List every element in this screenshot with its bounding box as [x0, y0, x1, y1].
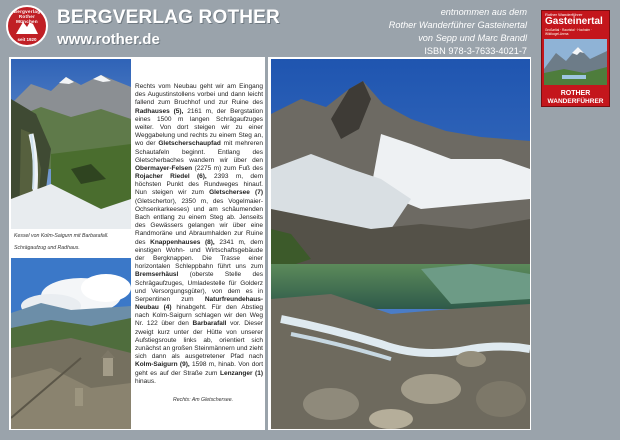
text-segment: vor. Dieser zweigt kurz unter der Hütte von unserer Aufstiegsroute links ab, orientiert sich zunächst an großen Steinmännern und zieht sich dann als ausgetretener Pfad nach [135, 320, 263, 361]
cover-title: Gasteinertal [545, 16, 603, 27]
logo-ring-text: Bergverlag Rother München [13, 9, 41, 24]
waypoint-obermayer-felsen: Obermayer-Felsen [135, 164, 193, 172]
caption-photo-b: Schrägaufzug und Radhaus. [14, 245, 80, 251]
text-segment: 1598 m, hinab. Von dort geht es auf der Straße zum [135, 361, 263, 377]
waypoint-radhaus: Radhauses (5), [135, 107, 184, 115]
credit-line-3: von Sepp und Marc Brandl [418, 33, 527, 43]
cover-brand: Rother Wanderführer [545, 12, 583, 17]
waypoint-rojacher-riedel: Rojacher Riedel (6), [135, 173, 207, 181]
waypoint-lenzanger: Lenzanger (1) [220, 369, 263, 377]
waypoint-kolm-saigurn: Kolm-Saigurn (9), [135, 361, 190, 369]
photo-gletschersee [271, 59, 530, 429]
text-segment: (Gletschertor), 2350 m, des Vogelmaier-Ochsenkarkeeses) und am schäumenden Bach entlang zu einem Steg ab. Jenseits des Gewässers gelangen wir über eine Randmoräne und Abraumhalden zur Ruine des [135, 197, 263, 246]
brand-url[interactable]: www.rother.de [57, 31, 160, 48]
text-segment: mit mehreren Schautafeln beginnt. Entlang des Gletscherbaches wandern wir über den [135, 140, 263, 164]
book-cover[interactable] [541, 10, 610, 107]
waypoint-naturfreundehaus: Naturfreundehaus-Neubau (4) [135, 295, 263, 312]
photo-kolm-saigurn-kessel [11, 59, 131, 229]
text-segment: hinaus. [135, 377, 156, 385]
brand-title: BERGVERLAG ROTHER [57, 7, 280, 28]
waypoint-knappenhaus: Knappenhauses (8), [150, 238, 215, 246]
photo-schraegaufzug-radhaus [11, 258, 131, 429]
text-segment: (oberste Stelle des Schrägaufzuges, Umladestelle für Golderz und Versorgungsgüter), von dem es in Serpentinen zum [135, 271, 263, 303]
waypoint-gletschersee: Gletschersee (7) [209, 189, 263, 197]
credit-line-2: Rother Wanderführer Gasteinertal [388, 20, 527, 30]
text-segment: 2161 m, der Bergstation eines 1500 m langen Schrägaufzuges weiter. Von dort steigen wir zu einer Weggabelung und rechts zu einem Steg an, wo der [135, 107, 263, 148]
credit-isbn: ISBN 978-3-7633-4021-7 [424, 46, 527, 56]
text-segment: 2393 m, dem höchsten Punkt des Rundweges hinauf. Nun steigen wir zum [135, 173, 263, 197]
source-credit [389, 6, 527, 58]
cover-ribbon-2: WANDERFÜHRER [547, 98, 604, 105]
publisher-logo [6, 5, 48, 47]
cover-ribbon-1: ROTHER [560, 90, 591, 97]
text-segment: 2341 m, dem einstigen Wohn- und Wirtschaftsgebäude der Bergknappen. Die Trasse einer horizontalen Schleppbahn führt uns zum [135, 238, 263, 271]
credit-line-1: entnommen aus dem [440, 7, 527, 17]
route-description [135, 83, 263, 386]
cover-photo [544, 39, 607, 85]
caption-photo-c: Rechts: Am Gletschersee. [173, 397, 234, 403]
caption-photo-a: Kessel von Kolm-Saigurn mit Barbarafall. [14, 233, 109, 239]
cover-subtitle: Großarltal · Rauristal · Hochalm · Wildkogel-Arena [545, 28, 592, 36]
text-segment: Rechts vom Neubau geht wir am Eingang des Augustinstollens vorbei und dann leicht fallend zum Bruchhof und zur Ruine des [135, 83, 263, 107]
text-segment: (2275 m) zum Fuß des [192, 164, 263, 172]
logo-year: seit 1920 [17, 37, 37, 42]
waypoint-barbarafall: Barbarafall [192, 320, 227, 328]
waypoint-bremserhaeusl: Bremserhäusl [135, 271, 179, 279]
text-segment: hinabgeht. Für den Abstieg nach Kolm-Saigurn schlagen wir den Weg Nr. 122 über den [135, 304, 263, 328]
waypoint-gletscherschaupfad: Gletscherschaupfad [158, 140, 221, 148]
